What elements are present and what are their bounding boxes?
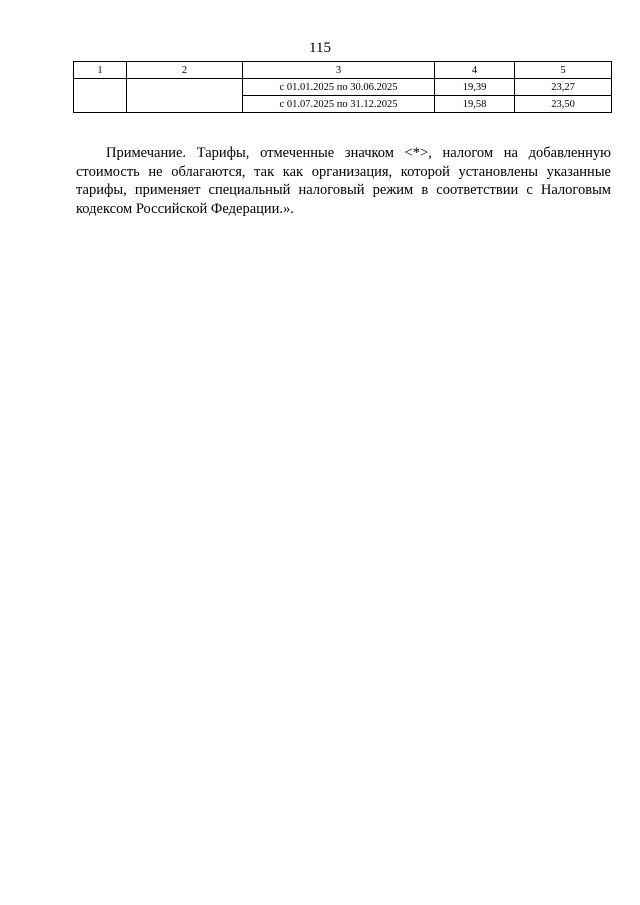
table-header-row [74, 62, 612, 79]
period-cell: с 01.07.2025 по 31.12.2025 [243, 96, 435, 113]
tariff-table [73, 61, 612, 113]
note-paragraph: Примечание. Тарифы, отмеченные значком <*>, налогом на добавленную стоимость не облагаются, так как организация, которой установлены указанные тарифы, применяет специальный налоговый режим в соответствии с Налоговым кодексом Российской Федерации.». [76, 145, 611, 217]
header-cell-5: 5 [515, 62, 612, 79]
value-cell-col4: 19,39 [435, 79, 515, 96]
header-cell-3: 3 [243, 62, 435, 79]
value-cell-col5: 23,27 [515, 79, 612, 96]
table-row [74, 79, 612, 96]
header-cell-1: 1 [74, 62, 127, 79]
value-cell-col4: 19,58 [435, 96, 515, 113]
header-cell-4: 4 [435, 62, 515, 79]
empty-cell-col2 [127, 79, 243, 113]
value-cell-col5: 23,50 [515, 96, 612, 113]
period-cell: с 01.01.2025 по 30.06.2025 [243, 79, 435, 96]
empty-cell-col1 [74, 79, 127, 113]
header-cell-2: 2 [127, 62, 243, 79]
page-number: 115 [309, 40, 331, 56]
